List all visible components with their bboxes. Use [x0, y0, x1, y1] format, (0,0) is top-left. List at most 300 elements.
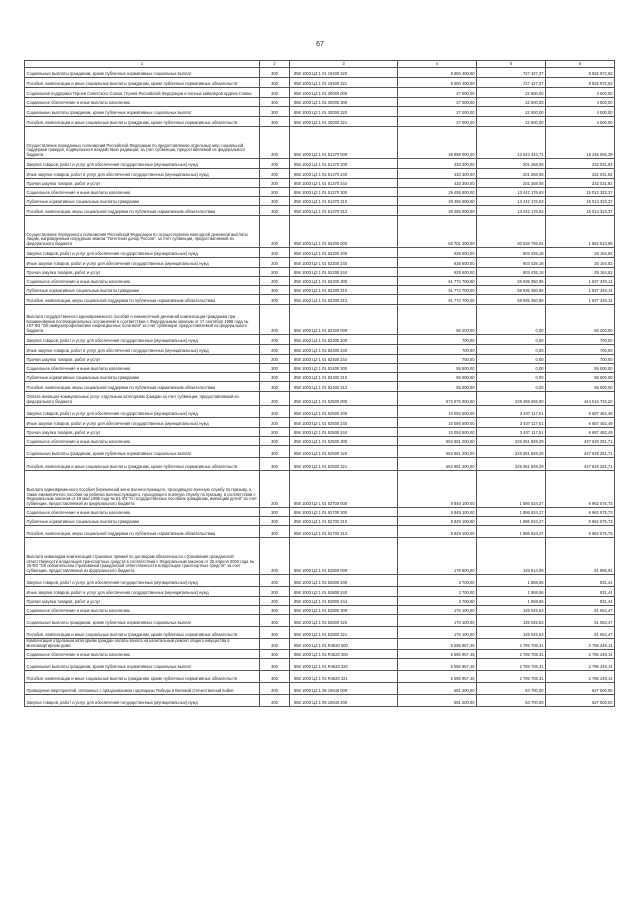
row-classification-code: 858 1003 Ц3 1 01 52800 200 — [290, 575, 398, 587]
row-unexecuted-amount: 444 516 734,20 — [546, 392, 615, 406]
row-approved-amount: 178 800,00 — [398, 538, 477, 575]
row-executed-amount: 53 700,00 — [477, 694, 546, 706]
row-description: Социальное обеспечение и иные выплаты населению — [25, 364, 260, 373]
row-unexecuted-amount: 700,00 — [546, 335, 615, 345]
row-executed-amount: 1 868,56 — [477, 575, 546, 587]
row-code: 300 — [260, 526, 290, 538]
row-description: Иные закупки товаров, работ и услуг для обеспечения государственных (муниципальных) нужд — [25, 587, 260, 597]
table-row — [25, 382, 615, 392]
row-code: 300 — [260, 458, 290, 471]
row-executed-amount: 0,00 — [477, 382, 546, 392]
row-approved-amount: 662 881 200,00 — [398, 458, 477, 471]
row-description: Закупка товаров, работ и услуг для обеспечения государственных (муниципальных) нужд — [25, 159, 260, 169]
row-approved-amount: 62 701 300,00 — [398, 216, 477, 248]
row-approved-amount: 61 772 700,00 — [398, 295, 477, 305]
row-classification-code: 858 1003 Ц3 1 01 52200 313 — [290, 295, 398, 305]
row-code: 200 — [260, 159, 290, 169]
row-approved-amount: 2 700,00 — [398, 597, 477, 606]
row-unexecuted-amount: 2 796 249,14 — [546, 639, 615, 650]
table-row — [25, 517, 615, 526]
row-description: Проведение мероприятий, связанных с празднованием годовщины Победы в Великой Отечественной войне — [25, 682, 260, 694]
row-executed-amount: 3 407 117,51 — [477, 418, 546, 428]
row-code: 200 — [260, 538, 290, 575]
row-classification-code: 858 1003 Ц3 1 05 10640 000 — [290, 682, 398, 694]
row-description: Выплата единовременного пособия беременной жене военнослужащего, проходящего военную службу по призыву, а также ежемесячного пособия на ребенка военнослужащего, проходящего военную службу по призыву, в соответствии с Федеральным законом от 19 мая 1995 года № 81-ФЗ "О государственных пособиях гражданам, имеющим детей" за счет субвенции, предоставляемой из федерального бюджета — [25, 471, 260, 508]
row-code: 200 — [260, 335, 290, 345]
row-executed-amount: 0,00 — [477, 335, 546, 345]
row-approved-amount: 8 849 100,00 — [398, 508, 477, 517]
row-unexecuted-amount: 6 687 482,49 — [546, 418, 615, 428]
row-approved-amount: 61 772 700,00 — [398, 286, 477, 295]
row-classification-code: 858 1003 Ц3 1 01 19400 321 — [290, 78, 398, 88]
row-code: 200 — [260, 392, 290, 406]
row-description: Компенсация отдельным категориям граждан оплаты взноса на капитальный ремонт общего имущества в многоквартирном доме — [25, 639, 260, 650]
row-approved-amount: 10 094 600,00 — [398, 406, 477, 418]
row-classification-code: 858 1003 Ц3 1 01 52700 313 — [290, 526, 398, 538]
row-approved-amount: 5 585 957,45 — [398, 639, 477, 650]
table-row — [25, 428, 615, 437]
row-classification-code: 858 1003 Ц3 1 01 52200 000 — [290, 216, 398, 248]
row-code: 300 — [260, 295, 290, 305]
row-unexecuted-amount: 831,44 — [546, 575, 615, 587]
row-unexecuted-amount: 627 500,00 — [546, 694, 615, 706]
row-code: 200 — [260, 179, 290, 188]
row-unexecuted-amount: 25 164,82 — [546, 248, 615, 258]
row-executed-amount: 3 407 117,51 — [477, 406, 546, 418]
header-cell: 2 — [260, 61, 290, 68]
row-code: 300 — [260, 68, 290, 78]
row-unexecuted-amount: 437 829 251,71 — [546, 437, 615, 446]
row-description: Социальное обеспечение и иные выплаты населению — [25, 606, 260, 615]
row-description: Прочая закупка товаров, работ и услуг — [25, 597, 260, 606]
table-row — [25, 694, 615, 706]
row-classification-code: 858 1003 Ц3 1 01 51370 240 — [290, 169, 398, 179]
row-description: Пособия, компенсации и иные социальные выплаты гражданам, кроме публичных нормативных обязательств — [25, 670, 260, 682]
row-approved-amount: 10 094 600,00 — [398, 428, 477, 437]
row-executed-amount: 201 268,08 — [477, 159, 546, 169]
row-code: 300 — [260, 649, 290, 658]
table-row — [25, 127, 615, 159]
row-classification-code: 858 1003 Ц3 1 01 52400 244 — [290, 355, 398, 364]
table-row — [25, 597, 615, 606]
table-row — [25, 98, 615, 107]
row-description: Социальное обеспечение и иные выплаты населению — [25, 277, 260, 286]
row-code: 200 — [260, 694, 290, 706]
row-classification-code: 858 1003 Ц3 1 01 52800 321 — [290, 627, 398, 639]
row-classification-code: 858 1003 Ц3 1 01 52500 300 — [290, 437, 398, 446]
row-approved-amount: 433 300,00 — [398, 159, 477, 169]
row-description: Социальное обеспечение и иные выплаты населению — [25, 649, 260, 658]
row-unexecuted-amount: 6 962 575,73 — [546, 526, 615, 538]
row-code: 200 — [260, 597, 290, 606]
row-unexecuted-amount: 1 837 349,14 — [546, 277, 615, 286]
table-row — [25, 446, 615, 458]
row-approved-amount: 928 600,00 — [398, 258, 477, 268]
row-unexecuted-amount: 2 796 249,14 — [546, 670, 615, 682]
row-executed-amount: 903 435,18 — [477, 258, 546, 268]
header-cell: 3 — [290, 61, 398, 68]
row-executed-amount: 0,00 — [477, 305, 546, 335]
table-row — [25, 471, 615, 508]
row-executed-amount: 53 700,00 — [477, 682, 546, 694]
table-row — [25, 587, 615, 597]
row-approved-amount: 9 660 400,00 — [398, 78, 477, 88]
row-unexecuted-amount: 1 837 349,14 — [546, 295, 615, 305]
table-row — [25, 117, 615, 127]
header-cell: 4 — [398, 61, 477, 68]
table-row — [25, 159, 615, 169]
table-row — [25, 658, 615, 670]
row-code: 200 — [260, 418, 290, 428]
row-approved-amount: 55 500,00 — [398, 373, 477, 382]
table-row — [25, 68, 615, 78]
row-approved-amount: 55 500,00 — [398, 364, 477, 373]
table-row — [25, 305, 615, 335]
row-approved-amount: 662 881 200,00 — [398, 437, 477, 446]
table-row — [25, 364, 615, 373]
row-executed-amount: 1 886 524,27 — [477, 471, 546, 508]
row-executed-amount: 1 886 524,27 — [477, 526, 546, 538]
row-description: Пособия, компенсации, меры социальной поддержки по публичным нормативным обязательствам — [25, 206, 260, 216]
row-description: Публичные нормативные социальные выплаты гражданам — [25, 197, 260, 206]
row-approved-amount: 700,00 — [398, 355, 477, 364]
row-executed-amount: 1 868,56 — [477, 597, 546, 606]
row-description: Прочая закупка товаров, работ и услуг — [25, 179, 260, 188]
row-code: 200 — [260, 406, 290, 418]
row-classification-code: 858 1003 Ц3 1 01 30000 000 — [290, 88, 398, 98]
row-executed-amount: 0,00 — [477, 345, 546, 355]
row-executed-amount: 903 435,18 — [477, 268, 546, 277]
row-approved-amount: 672 975 800,00 — [398, 392, 477, 406]
row-approved-amount: 29 455 500,00 — [398, 206, 477, 216]
row-executed-amount: 225 051 948,29 — [477, 458, 546, 471]
row-unexecuted-amount: 25 164,82 — [546, 268, 615, 277]
row-description: Иные закупки товаров, работ и услуг для обеспечения государственных (муниципальных) нужд — [25, 258, 260, 268]
row-unexecuted-amount: 51 054,47 — [546, 615, 615, 627]
row-classification-code: 858 1003 Ц3 1 01 51370 000 — [290, 127, 398, 159]
row-code: 200 — [260, 305, 290, 335]
row-code: 300 — [260, 508, 290, 517]
row-approved-amount: 5 585 957,45 — [398, 658, 477, 670]
row-description: Социальные выплаты гражданам, кроме публичных нормативных социальных выплат — [25, 446, 260, 458]
row-classification-code: 858 1003 Ц3 1 01 30000 321 — [290, 117, 398, 127]
row-executed-amount: 59 935 350,86 — [477, 286, 546, 295]
row-unexecuted-amount: 232 031,92 — [546, 159, 615, 169]
table-row — [25, 78, 615, 88]
row-code: 300 — [260, 286, 290, 295]
row-approved-amount: 61 772 700,00 — [398, 277, 477, 286]
row-classification-code: 858 1003 Ц3 1 01 52500 244 — [290, 428, 398, 437]
row-unexecuted-amount: 4 500,00 — [546, 117, 615, 127]
table-row — [25, 179, 615, 188]
row-unexecuted-amount: 4 500,00 — [546, 98, 615, 107]
row-classification-code: 858 1003 Ц3 1 01 52400 000 — [290, 305, 398, 335]
row-code: 200 — [260, 575, 290, 587]
row-code: 200 — [260, 258, 290, 268]
row-code: 200 — [260, 355, 290, 364]
row-approved-amount: 928 600,00 — [398, 268, 477, 277]
row-unexecuted-amount: 831,44 — [546, 597, 615, 606]
row-unexecuted-amount: 55 500,00 — [546, 364, 615, 373]
row-classification-code: 858 1003 Ц3 1 01 52700 300 — [290, 508, 398, 517]
row-approved-amount: 700,00 — [398, 335, 477, 345]
row-unexecuted-amount: 8 932 972,63 — [546, 78, 615, 88]
row-classification-code: 858 1003 Ц3 1 01 R4620 320 — [290, 658, 398, 670]
table-row — [25, 206, 615, 216]
row-classification-code: 858 1003 Ц3 1 01 52400 310 — [290, 373, 398, 382]
row-code: 200 — [260, 248, 290, 258]
row-unexecuted-amount: 6 687 482,49 — [546, 406, 615, 418]
row-executed-amount: 22 500,00 — [477, 98, 546, 107]
row-executed-amount: 1 886 524,27 — [477, 517, 546, 526]
row-code: 300 — [260, 373, 290, 382]
table-row — [25, 88, 615, 98]
row-classification-code: 858 1003 Ц3 1 01 52800 300 — [290, 606, 398, 615]
row-classification-code: 858 1003 Ц3 1 05 10640 200 — [290, 694, 398, 706]
row-description: Пособия, компенсации, меры социальной поддержки по публичным нормативным обязательствам — [25, 295, 260, 305]
row-executed-amount: 125 045,53 — [477, 606, 546, 615]
table-row — [25, 508, 615, 517]
row-executed-amount: 60 538 786,04 — [477, 216, 546, 248]
row-approved-amount: 433 300,00 — [398, 169, 477, 179]
row-executed-amount: 1 886 524,27 — [477, 508, 546, 517]
table-row — [25, 355, 615, 364]
table-row — [25, 682, 615, 694]
row-description: Прочая закупка товаров, работ и услуг — [25, 428, 260, 437]
table-row — [25, 216, 615, 248]
row-classification-code: 858 1003 Ц3 1 01 52400 200 — [290, 335, 398, 345]
row-unexecuted-amount: 232 031,92 — [546, 169, 615, 179]
row-description: Социальное обеспечение и иные выплаты населению — [25, 437, 260, 446]
row-description: Осуществление переданных полномочий Российской Федерации по предоставлению отдельных мер социальной поддержки граждан, подвергшихся воздействию радиации, за счет субвенции, предоставляемой из федерального бюджета — [25, 127, 260, 159]
row-approved-amount: 8 849 100,00 — [398, 517, 477, 526]
row-code: 200 — [260, 587, 290, 597]
table-row — [25, 277, 615, 286]
row-classification-code: 858 1003 Ц3 1 01 52200 300 — [290, 277, 398, 286]
row-code: 300 — [260, 117, 290, 127]
row-executed-amount: 13 442 176,63 — [477, 206, 546, 216]
row-code: 200 — [260, 216, 290, 248]
row-unexecuted-amount: 4 500,00 — [546, 107, 615, 117]
table-row — [25, 295, 615, 305]
row-classification-code: 858 1003 Ц3 1 01 52700 310 — [290, 517, 398, 526]
row-description: Пособия, компенсации и иные социальные выплаты гражданам, кроме публичных нормативных обязательств — [25, 458, 260, 471]
row-classification-code: 858 1003 Ц3 1 01 51370 310 — [290, 197, 398, 206]
page-number: 67 — [316, 41, 324, 48]
table-row — [25, 197, 615, 206]
row-unexecuted-amount: 1 837 349,14 — [546, 286, 615, 295]
budget-table — [24, 60, 615, 707]
row-executed-amount: 13 442 176,63 — [477, 188, 546, 197]
row-classification-code: 858 1003 Ц3 1 01 51370 300 — [290, 188, 398, 197]
row-unexecuted-amount: 6 962 575,73 — [546, 517, 615, 526]
table-row — [25, 627, 615, 639]
row-description: Социальная поддержка Героев Советского Союза, Героев Российской Федерации и полных кавалеров ордена Славы — [25, 88, 260, 98]
table-row — [25, 188, 615, 197]
table-row — [25, 169, 615, 179]
table-row — [25, 345, 615, 355]
row-code: 300 — [260, 446, 290, 458]
row-description: Социальные выплаты гражданам, кроме публичных нормативных социальных выплат — [25, 658, 260, 670]
row-description: Пособия, компенсации, меры социальной поддержки по публичным нормативным обязательствам — [25, 382, 260, 392]
table-row — [25, 670, 615, 682]
row-executed-amount: 125 045,53 — [477, 627, 546, 639]
row-classification-code: 858 1003 Ц3 1 01 51370 244 — [290, 179, 398, 188]
row-description: Социальные выплаты гражданам, кроме публичных нормативных социальных выплат — [25, 107, 260, 117]
row-approved-amount: 2 700,00 — [398, 575, 477, 587]
row-unexecuted-amount: 15 013 323,37 — [546, 188, 615, 197]
row-code: 200 — [260, 88, 290, 98]
row-description: Прочая закупка товаров, работ и услуг — [25, 355, 260, 364]
row-executed-amount: 0,00 — [477, 355, 546, 364]
row-executed-amount: 13 643 444,71 — [477, 127, 546, 159]
row-executed-amount: 3 407 117,51 — [477, 428, 546, 437]
row-code: 300 — [260, 98, 290, 107]
row-executed-amount: 22 500,00 — [477, 107, 546, 117]
row-code: 300 — [260, 382, 290, 392]
row-executed-amount: 201 268,08 — [477, 169, 546, 179]
row-executed-amount: 201 268,08 — [477, 179, 546, 188]
table-row — [25, 335, 615, 345]
row-classification-code: 858 1003 Ц3 1 01 52800 244 — [290, 597, 398, 606]
row-approved-amount: 29 889 000,00 — [398, 127, 477, 159]
table-row — [25, 418, 615, 428]
row-approved-amount: 5 585 957,45 — [398, 649, 477, 658]
row-code: 200 — [260, 345, 290, 355]
row-code: 300 — [260, 107, 290, 117]
row-code: 200 — [260, 682, 290, 694]
row-unexecuted-amount: 15 013 323,37 — [546, 197, 615, 206]
row-executed-amount: 225 051 948,29 — [477, 437, 546, 446]
row-approved-amount: 55 500,00 — [398, 382, 477, 392]
row-unexecuted-amount: 700,00 — [546, 355, 615, 364]
row-classification-code: 858 1003 Ц3 1 01 52500 200 — [290, 406, 398, 418]
row-classification-code: 858 1003 Ц3 1 01 52500 240 — [290, 418, 398, 428]
row-approved-amount: 29 455 500,00 — [398, 197, 477, 206]
row-unexecuted-amount: 6 962 575,73 — [546, 471, 615, 508]
row-classification-code: 858 1003 Ц3 1 01 52800 000 — [290, 538, 398, 575]
row-unexecuted-amount: 627 500,00 — [546, 682, 615, 694]
row-unexecuted-amount: 2 796 249,14 — [546, 658, 615, 670]
table-row — [25, 107, 615, 117]
row-description: Социальное обеспечение и иные выплаты населению — [25, 508, 260, 517]
row-classification-code: 858 1003 Ц3 1 01 52400 313 — [290, 382, 398, 392]
table-row — [25, 286, 615, 295]
row-description: Социальное обеспечение и иные выплаты населению — [25, 188, 260, 197]
row-executed-amount: 1 868,56 — [477, 587, 546, 597]
row-classification-code: 858 1003 Ц3 1 01 52500 000 — [290, 392, 398, 406]
row-unexecuted-amount: 2 796 249,14 — [546, 649, 615, 658]
row-classification-code: 858 1003 Ц3 1 01 52200 200 — [290, 248, 398, 258]
row-unexecuted-amount: 16 245 555,29 — [546, 127, 615, 159]
row-approved-amount: 681 200,00 — [398, 682, 477, 694]
row-unexecuted-amount: 6 962 575,73 — [546, 508, 615, 517]
row-code: 300 — [260, 670, 290, 682]
row-executed-amount: 727 427,37 — [477, 78, 546, 88]
row-executed-amount: 727 427,37 — [477, 68, 546, 78]
table-row — [25, 538, 615, 575]
row-description: Пособия, компенсации и иные социальные выплаты гражданам, кроме публичных нормативных обязательств — [25, 117, 260, 127]
row-description: Осуществление переданного полномочия Российской Федерации по осуществлению ежегодной денежной выплаты лицам, награжденным нагрудным знаком "Почетный донор России", за счет субвенции, предоставляемой из федерального бюджета — [25, 216, 260, 248]
row-code: 300 — [260, 615, 290, 627]
row-description: Пособия, компенсации и иные социальные выплаты гражданам, кроме публичных нормативных обязательств — [25, 627, 260, 639]
row-code: 300 — [260, 364, 290, 373]
row-unexecuted-amount: 232 031,92 — [546, 179, 615, 188]
table-row — [25, 649, 615, 658]
row-description: Прочая закупка товаров, работ и услуг — [25, 268, 260, 277]
row-unexecuted-amount: 1 862 513,96 — [546, 216, 615, 248]
row-classification-code: 858 1003 Ц3 1 01 52200 240 — [290, 258, 398, 268]
row-executed-amount: 126 914,09 — [477, 538, 546, 575]
row-unexecuted-amount: 25 164,82 — [546, 258, 615, 268]
row-description: Публичные нормативные социальные выплаты гражданам — [25, 373, 260, 382]
row-executed-amount: 2 789 708,31 — [477, 658, 546, 670]
row-approved-amount: 27 000,00 — [398, 107, 477, 117]
row-classification-code: 858 1003 Ц3 1 01 51370 200 — [290, 159, 398, 169]
row-unexecuted-amount: 8 932 972,63 — [546, 68, 615, 78]
row-description: Оплата жилищно-коммунальных услуг отдельным категориям граждан за счет субвенции, предоставляемой из федерального бюджета — [25, 392, 260, 406]
row-unexecuted-amount: 51 885,91 — [546, 538, 615, 575]
row-approved-amount: 8 849 100,00 — [398, 471, 477, 508]
row-code: 300 — [260, 197, 290, 206]
row-classification-code: 858 1003 Ц3 1 01 19400 320 — [290, 68, 398, 78]
row-description: Закупка товаров, работ и услуг для обеспечения государственных (муниципальных) нужд — [25, 248, 260, 258]
header-cell: 1 — [25, 61, 260, 68]
table-row — [25, 248, 615, 258]
row-unexecuted-amount: 51 054,47 — [546, 627, 615, 639]
row-executed-amount: 225 051 948,29 — [477, 446, 546, 458]
row-approved-amount: 5 585 957,45 — [398, 670, 477, 682]
row-classification-code: 858 1003 Ц3 1 01 52500 321 — [290, 458, 398, 471]
row-classification-code: 858 1003 Ц3 1 01 51370 313 — [290, 206, 398, 216]
row-description: Публичные нормативные социальные выплаты гражданам — [25, 517, 260, 526]
row-approved-amount: 9 660 400,00 — [398, 68, 477, 78]
row-classification-code: 858 1003 Ц3 1 01 52800 320 — [290, 615, 398, 627]
table-row — [25, 406, 615, 418]
row-description: Публичные нормативные социальные выплаты гражданам — [25, 286, 260, 295]
row-classification-code: 858 1003 Ц3 1 01 52200 244 — [290, 268, 398, 277]
row-description: Пособия, компенсации и иные социальные выплаты гражданам, кроме публичных нормативных обязательств — [25, 78, 260, 88]
table-row — [25, 526, 615, 538]
row-executed-amount: 0,00 — [477, 373, 546, 382]
row-description: Иные закупки товаров, работ и услуг для обеспечения государственных (муниципальных) нужд — [25, 169, 260, 179]
row-unexecuted-amount: 55 500,00 — [546, 373, 615, 382]
row-classification-code: 858 1003 Ц3 1 01 30000 300 — [290, 98, 398, 107]
row-executed-amount: 59 935 350,86 — [477, 295, 546, 305]
row-approved-amount: 56 200,00 — [398, 305, 477, 335]
row-executed-amount: 0,00 — [477, 364, 546, 373]
row-executed-amount: 228 459 065,80 — [477, 392, 546, 406]
row-description: Иные закупки товаров, работ и услуг для обеспечения государственных (муниципальных) нужд — [25, 345, 260, 355]
row-code: 200 — [260, 188, 290, 197]
table-row — [25, 606, 615, 615]
row-executed-amount: 2 789 708,31 — [477, 639, 546, 650]
table-row — [25, 268, 615, 277]
table-row — [25, 615, 615, 627]
row-classification-code: 858 1003 Ц3 1 01 30000 320 — [290, 107, 398, 117]
row-approved-amount: 27 000,00 — [398, 98, 477, 107]
row-unexecuted-amount: 55 500,00 — [546, 382, 615, 392]
row-code: 300 — [260, 437, 290, 446]
row-description: Социальные выплаты гражданам, кроме публичных нормативных социальных выплат — [25, 615, 260, 627]
row-unexecuted-amount: 51 054,47 — [546, 606, 615, 615]
row-description: Пособия, компенсации, меры социальной поддержки по публичным нормативным обязательствам — [25, 526, 260, 538]
row-classification-code: 858 1003 Ц3 1 01 52800 240 — [290, 587, 398, 597]
row-approved-amount: 8 849 100,00 — [398, 526, 477, 538]
row-code: 300 — [260, 78, 290, 88]
row-executed-amount: 903 435,18 — [477, 248, 546, 258]
table-row — [25, 258, 615, 268]
